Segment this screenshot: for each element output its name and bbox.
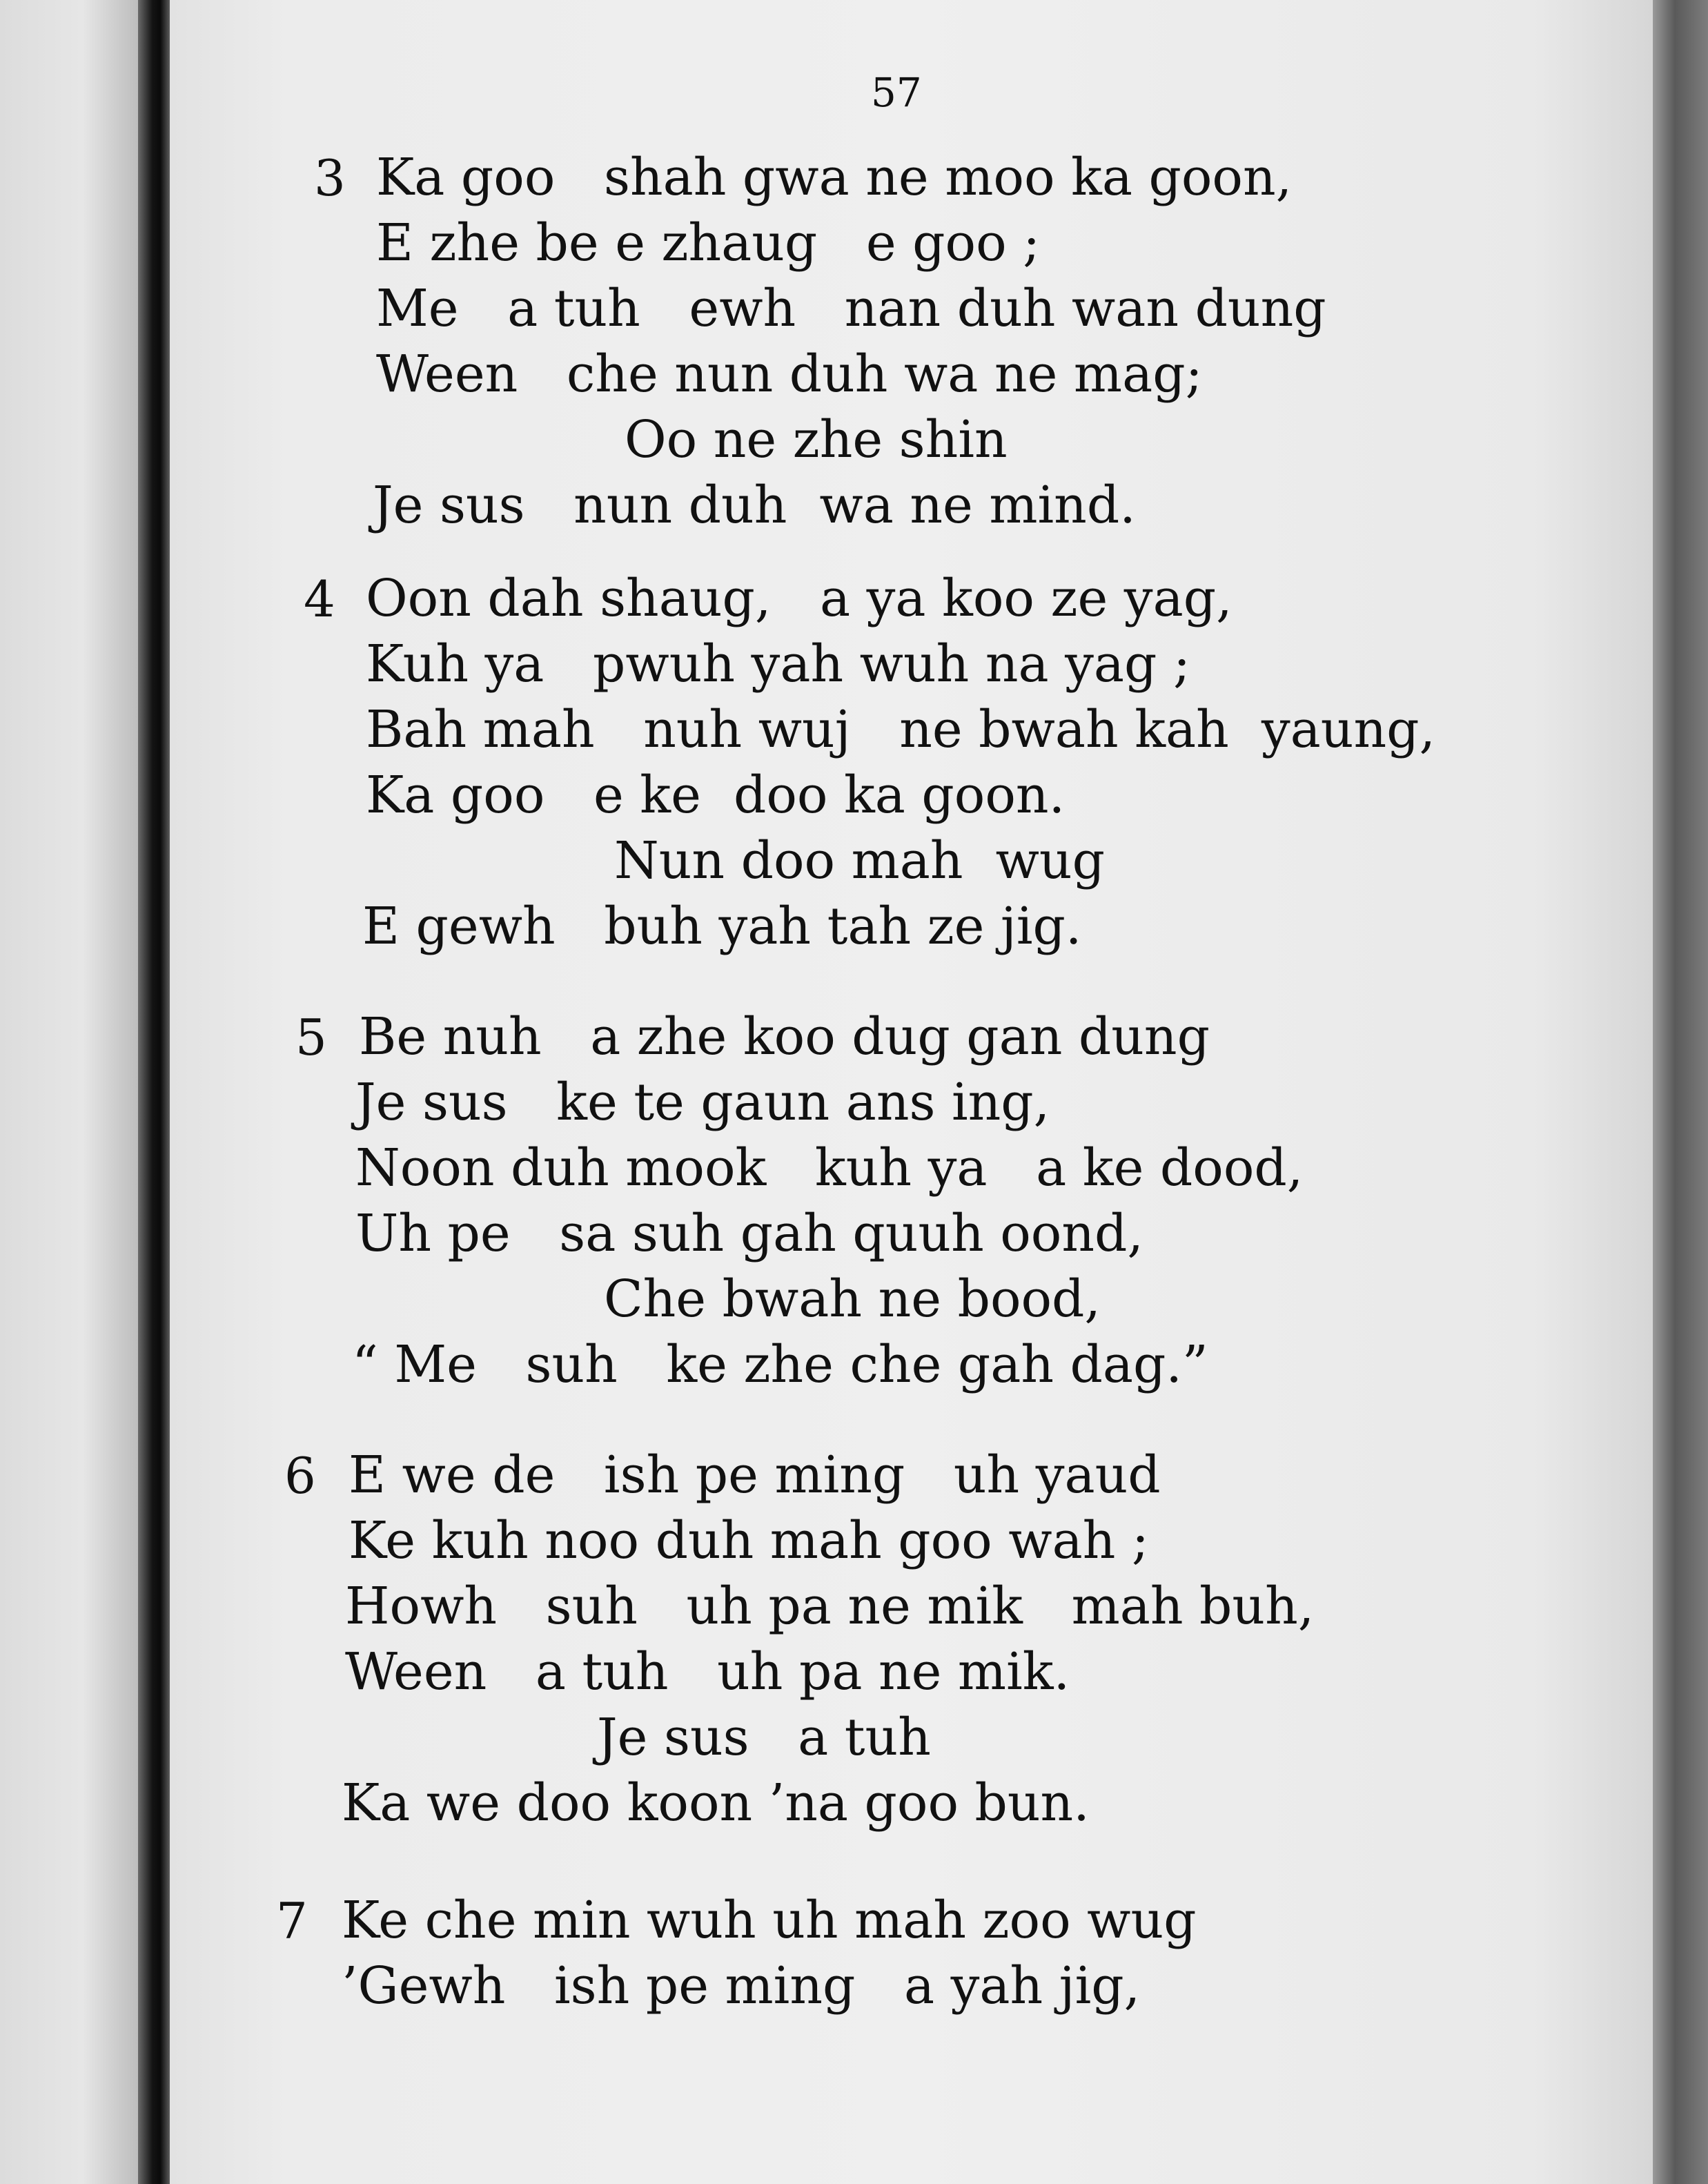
verse-number: 7: [276, 1892, 308, 1950]
verse-number: 3: [314, 149, 346, 207]
verse-number: 4: [304, 570, 335, 628]
verse-line: Je sus nun duh wa ne mind.: [373, 476, 1136, 535]
verse-line: Oo ne zhe shin: [625, 410, 1008, 469]
verse-line: E zhe be e zhaug e goo ;: [376, 213, 1041, 273]
verse-line: E gewh buh yah tah ze jig.: [362, 897, 1082, 956]
verse-line: Oon dah shaug, a ya koo ze yag,: [366, 569, 1233, 628]
verse-line: Ke che min wuh uh mah zoo wug: [342, 1891, 1197, 1950]
verse-line: Bah mah nuh wuj ne bwah kah yaung,: [366, 700, 1435, 759]
verse-line: Ka goo shah gwa ne moo ka goon,: [376, 148, 1293, 207]
verse-line: Je sus a tuh: [597, 1708, 931, 1767]
verse-number: 6: [284, 1447, 316, 1505]
verse-line: E we de ish pe ming uh yaud: [349, 1445, 1161, 1505]
page-number: 57: [871, 69, 922, 116]
verse-line: Ka goo e ke doo ka goon.: [366, 766, 1066, 825]
page-right-edge: [1653, 0, 1708, 2184]
verse-line: Ka we doo koon ’na goo bun.: [342, 1773, 1090, 1833]
verse-line: ’Gewh ish pe ming a yah jig,: [342, 1956, 1141, 2016]
book-gutter: [138, 0, 170, 2184]
verse-number: 5: [295, 1008, 327, 1066]
verse-line: Ween che nun duh wa ne mag;: [376, 344, 1203, 404]
verse-line: Kuh ya pwuh yah wuh na yag ;: [366, 634, 1190, 694]
previous-page-edge: [0, 0, 138, 2184]
verse-line: Howh suh uh pa ne mik mah buh,: [345, 1577, 1315, 1636]
verse-line: “ Me suh ke zhe che gah dag.”: [352, 1335, 1208, 1394]
verse-line: Nun doo mah wug: [614, 831, 1105, 890]
verse-line: Uh pe sa suh gah quuh oond,: [355, 1204, 1143, 1263]
verse-line: Je sus ke te gaun ans ing,: [355, 1073, 1050, 1132]
verse-line: Ween a tuh uh pa ne mik.: [345, 1642, 1070, 1702]
verse-line: Me a tuh ewh nan duh wan dung: [376, 279, 1326, 338]
verse-line: Be nuh a zhe koo dug gan dung: [359, 1007, 1210, 1066]
verse-line: Ke kuh noo duh mah goo wah ;: [349, 1511, 1149, 1570]
verse-line: Che bwah ne bood,: [604, 1269, 1101, 1329]
verse-line: Noon duh mook kuh ya a ke dood,: [355, 1138, 1304, 1198]
